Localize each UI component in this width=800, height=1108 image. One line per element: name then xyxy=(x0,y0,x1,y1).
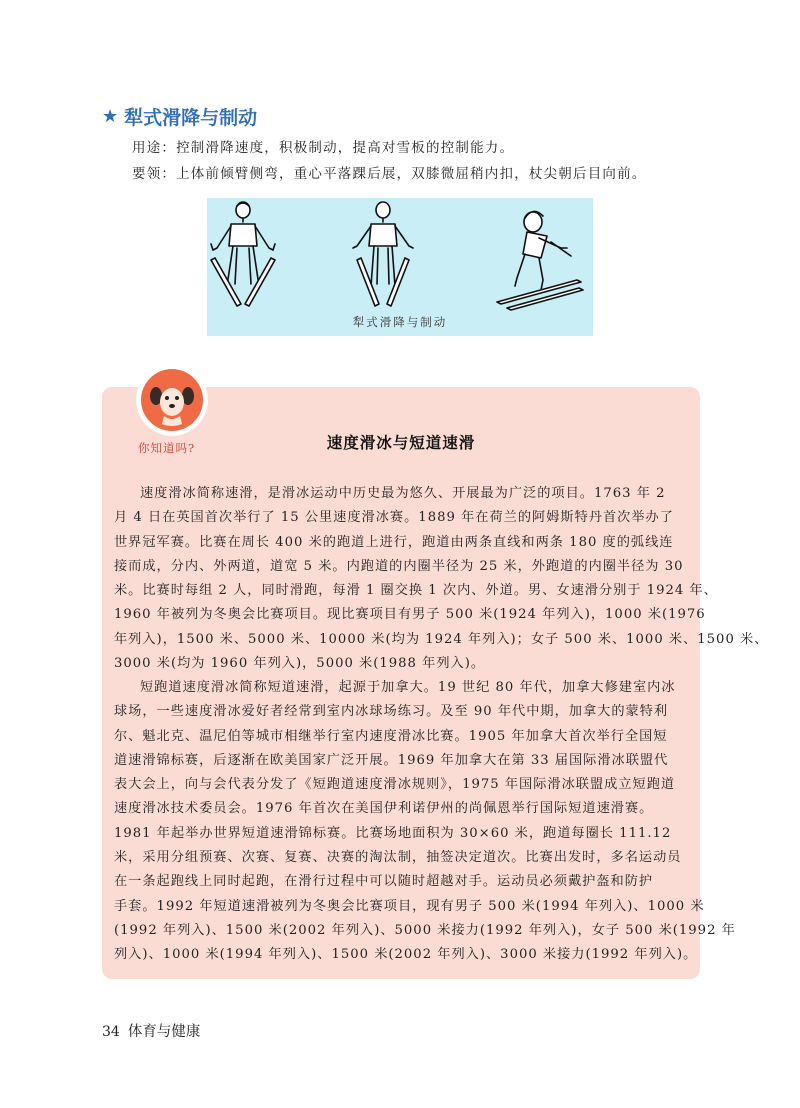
paragraph-line: 速度滑冰技术委员会。1976 年首次在美国伊利诺伊州的尚佩恩举行国际短道速滑赛。 xyxy=(114,801,654,817)
skier-side-illustration xyxy=(497,211,583,310)
did-you-know-label: 你知道吗? xyxy=(138,441,196,455)
paragraph-line: 月 4 日在英国首次举行了 15 公里速度滑冰赛。1889 年在荷兰的阿姆斯特丹首次举办了 xyxy=(114,510,674,526)
usage-text: 用途：控制滑降速度，积极制动，提高对雪板的控制能力。 xyxy=(132,140,515,156)
paragraph-short-track xyxy=(114,676,736,968)
paragraph-line: 在一条起跑线上同时起跑，在滑行过程中可以随时超越对手。运动员必须戴护盔和防护 xyxy=(114,874,654,890)
paragraph-line: 年列入)，1500 米、5000 米、10000 米(均为 1924 年列入)；女子 500 米、1000 米、1500 米、 xyxy=(114,631,769,647)
skiing-figure xyxy=(207,198,593,336)
did-you-know-badge-icon xyxy=(134,362,210,438)
paragraph-line: 手套。1992 年短道速滑被列为冬奥会比赛项目，现有男子 500 米(1994 年列入)、1000 米 xyxy=(114,898,705,914)
paragraph-line: 短跑道速度滑冰简称短道速滑，起源于加拿大。19 世纪 80 年代，加拿大修建室内冰 xyxy=(140,680,676,695)
paragraph-line: 米。比赛时每组 2 人，同时滑跑，每滑 1 圈交换 1 次内、外道。男、女速滑分别于 1924 年、 xyxy=(114,583,718,599)
paragraph-line: 列入)、1000 米(1994 年列入)、1500 米(2002 年列入)、3000 米接力(1992 年列入)。 xyxy=(114,947,698,963)
book-title: 体育与健康 xyxy=(127,1024,201,1040)
paragraph-line: 速度滑冰简称速滑，是滑冰运动中历史最为悠久、开展最为广泛的项目。1763 年 2 xyxy=(140,486,666,501)
paragraph-line: 1960 年被列为冬奥会比赛项目。现比赛项目有男子 500 米(1924 年列入)，1000 米(1976 xyxy=(114,607,706,623)
paragraph-line: 球场，一些速度滑冰爱好者经常到室内冰球场练习。及至 90 年代中期，加拿大的蒙特利 xyxy=(114,704,669,720)
paragraph-line: (1992 年列入)、1500 米(2002 年列入)、5000 米接力(1992 年列入)，女子 500 米(1992 年 xyxy=(114,922,736,938)
paragraph-speed-skating xyxy=(114,482,769,676)
did-you-know-title: 速度滑冰与短道速滑 xyxy=(326,434,476,452)
paragraph-line: 尔、魁北克、温尼伯等城市相继举行室内速度滑冰比赛。1905 年加拿大首次举行全国短 xyxy=(114,728,668,744)
section-heading xyxy=(102,100,257,132)
essentials-text: 要领：上体前倾臂侧弯，重心平落踝后展，双膝微屈稍内扣，杖尖朝后目向前。 xyxy=(132,166,647,182)
skier-front-1-illustration xyxy=(211,202,275,306)
paragraph-line: 接而成，分内、外两道，道宽 5 米。内跑道的内圈半径为 25 米，外跑道的内圈半径为 30 xyxy=(114,558,684,574)
skier-front-2-illustration xyxy=(353,202,413,306)
figure-caption: 犁式滑降与制动 xyxy=(352,315,448,329)
page-footer xyxy=(102,1020,200,1041)
paragraph-line: 世界冠军赛。比赛在周长 400 米的跑道上进行，跑道由两条直线和两条 180 度的弧线连 xyxy=(114,534,674,550)
star-icon: ★ xyxy=(102,105,119,127)
paragraph-line: 3000 米(均为 1960 年列入)，5000 米(1988 年列入)。 xyxy=(114,656,486,672)
paragraph-line: 表大会上，向与会代表分发了《短跑道速度滑冰规则》，1975 年国际滑冰联盟成立短跑道 xyxy=(114,777,676,793)
section-title: 犁式滑降与制动 xyxy=(124,106,258,129)
paragraph-line: 道速滑锦标赛，后逐渐在欧美国家广泛开展。1969 年加拿大在第 33 届国际滑冰联盟代 xyxy=(114,752,669,768)
page-number: 34 xyxy=(102,1024,120,1040)
paragraph-line: 米，采用分组预赛、次赛、复赛、决赛的淘汰制，抽签决定道次。比赛出发时，多名运动员 xyxy=(114,850,682,866)
paragraph-line: 1981 年起举办世界短道速滑锦标赛。比赛场地面积为 30×60 米，跑道每圈长 111.12 xyxy=(114,825,672,841)
